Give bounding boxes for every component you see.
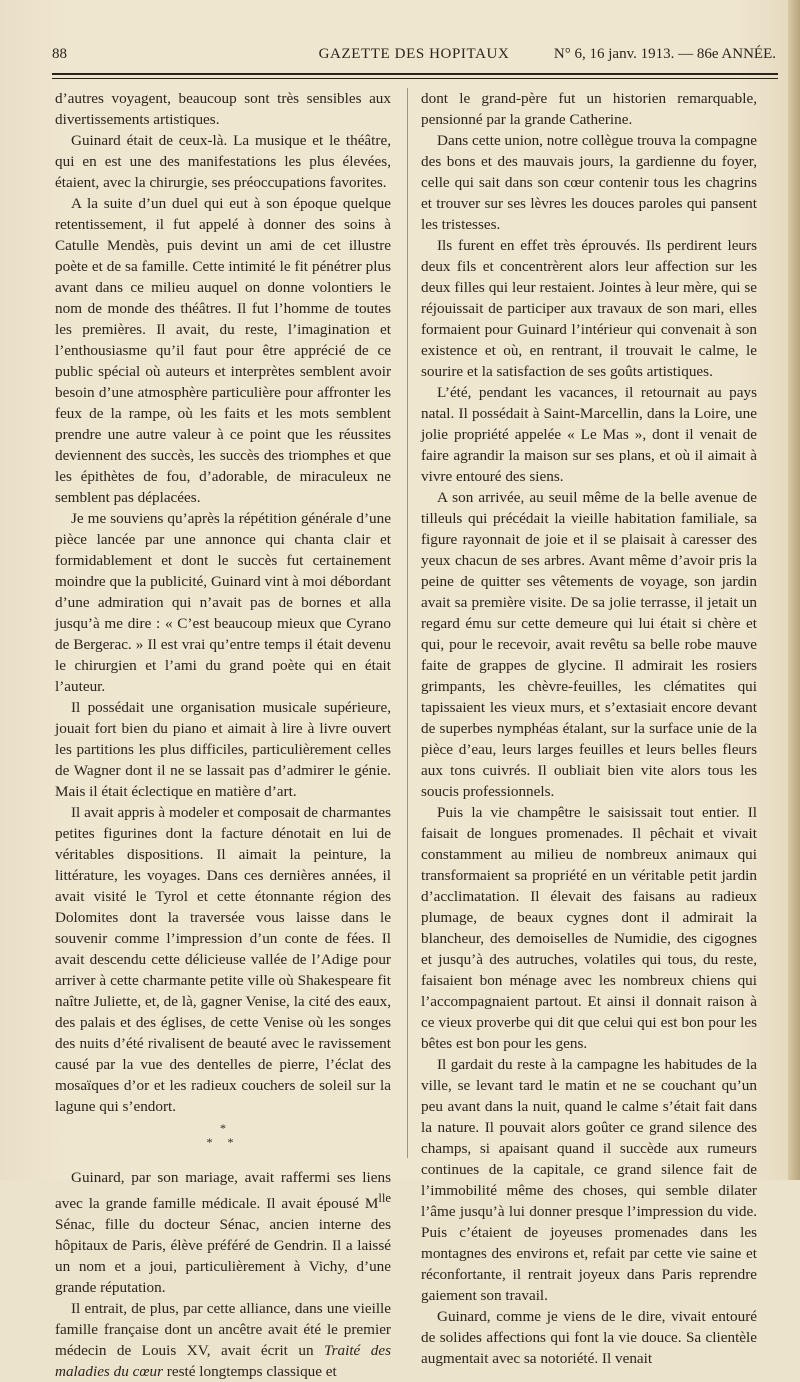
text-run: Sénac, fille du docteur Sénac, ancien interne des hôpitaux de Paris, élève préféré de Gendrin. Il a laissé un nom et a joui, particulièrement à Vichy, d’une grande réputation. [55,1216,391,1297]
left-column [55,88,391,1382]
paragraph: Dans cette union, notre collègue trouva la compagne des bons et des mauvais jours, la gardienne du foyer, celle qui sait dans son cœur contenir tous les chagrins et trouver sur ses lèvres les douces paroles qui pansent les tristesses. [421,132,757,233]
paragraph [55,1298,391,1382]
right-column [421,88,757,1369]
section-separator [55,1121,391,1161]
paragraph: dont le grand-père fut un historien remarquable, pensionné par la grande Catherine. [421,90,757,128]
header-rule-thin [52,78,778,79]
paragraph: Guinard était de ceux-là. La musique et le théâtre, qui en est une des manifestations les plus élevées, étaient, avec la chirurgie, ses préoccupations favorites. [55,132,391,191]
separator-stars: * * [206,1135,240,1149]
text-run: Guinard, par son mariage, avait raffermi ses liens avec la grande famille médicale. Il avait épousé M [55,1169,391,1213]
superscript: lle [378,1191,391,1205]
page-number: 88 [52,46,67,62]
column-divider [407,88,408,1158]
book-title: Traité des maladies du cœur [55,1342,391,1381]
paragraph: A la suite d’un duel qui eut à son époque quelque retentissement, il fut appelé à donner des soins à Catulle Mendès, puis devint un ami de cet illustre poète et de sa famille. Cette intimité le fit pénétrer plus avant dans ce milieu auquel on donne volontiers le nom de monde des théâtres. Il fut l’homme de toutes les premières. Il avait, du reste, l’imagination et l’enthousiasme qu’il faut pour être apprécié de ce public spécial où auteurs et interprètes semblent avoir besoin d’une atmosphère particulière pour affronter les feux de la rampe, où les faits et les mots semblent prendre une autre valeur à ce point que les réussites deviennent des succès, les succès des triomphes et que les épithètes de fou, d’adorable, de miraculeux ne semblent pas déplacées. [55,195,391,506]
paragraph: Ils furent en effet très éprouvés. Ils perdirent leurs deux fils et concentrèrent alors leur affection sur les deux filles qui leur restaient. Jointes à leur mère, qui se réjouissait de participer aux travaux de son mari, elles formaient pour Guinard l’intérieur qui convenait à son existence et où, en rentrant, il trouvait le calme, le sourire et la satisfaction de ses goûts artistiques. [421,237,757,380]
text-run: Il entrait, de plus, par cette alliance, dans une vieille famille française dont un ancêtre avait été le premier médecin de Louis XV, avait écrit un [55,1300,391,1360]
header-rule-thick [52,73,778,75]
paragraph: Je me souviens qu’après la répétition générale d’une pièce lancée par une annonce qui chanta clair et formidablement et dont le succès fut certainement moindre que la publicité, Guinard vint à moi débordant d’une admiration qui n’avait pas de bornes et alla jusqu’à me dire : « C’est beaucoup mieux que Cyrano de Bergerac. » Il est vrai qu’entre temps il était devenu le chirurgien et l’ami du grand poète qui en était l’auteur. [55,510,391,695]
paragraph: Puis la vie champêtre le saisissait tout entier. Il faisait de longues promenades. Il pêchait et vivait constamment au milieu de nombreux animaux qui transformaient sa propriété en un véritable petit jardin d’acclimatation. Il élevait des faisans au radieux plumage, de beaux cygnes dont il admirait la blancheur, des demoiselles de Numidie, des cigognes et jusqu’à des autruches, volatiles qui tous, du reste, faisaient bon ménage avec les nombreux chiens qui l’accompagnaient partout. Et ainsi il donnait raison à ce vieux proverbe qui dit que celui qui est bon pour les bêtes est bon pour les gens. [421,804,757,1052]
paragraph [55,1167,391,1298]
separator-star: * [220,1121,226,1135]
paragraph: L’été, pendant les vacances, il retournait au pays natal. Il possédait à Saint-Marcellin, dans la Loire, une jolie propriété appelée « Le Mas », dont il venait de faire agrandir la maison sur ses plans, et où il aimait à vivre entouré des siens. [421,384,757,485]
paragraph: d’autres voyagent, beaucoup sont très sensibles aux divertissements artistiques. [55,90,391,128]
running-header [52,46,776,68]
issue-date: N° 6, 16 janv. 1913. — 86e ANNÉE. [553,46,776,62]
text-run: resté longtemps classique et [163,1363,337,1381]
paragraph: A son arrivée, au seuil même de la belle avenue de tilleuls qui précédait la vieille habitation familiale, sa figure rayonnait de joie et il se plaisait à caresser des yeux chacun de ses arbres. Avant même d’avoir pris la peine de quitter ses vêtements de voyage, son jardin avait sa première visite. De sa jolie terrasse, il jetait un regard ému sur cette demeure qui lui était si chère et qui, pour le recevoir, avait revêtu sa belle robe mauve faite de grappes de glycine. Il admirait les rosiers grimpants, les chèvre-feuilles, les clématites qui tapissaient les vieux murs, et s’extasiait encore devant de superbes nymphéas étalant, sur la surface unie de la pièce d’eau, leurs larges feuilles et leurs belles fleurs aux tons cuivrés. Il oubliait bien vite alors tous les soucis professionnels. [421,489,757,800]
paragraph: Guinard, comme je viens de le dire, vivait entouré de solides affections qui font la vie douce. Sa clientèle augmentait avec sa notoriété. Il venait [421,1308,757,1367]
journal-title: GAZETTE DES HOPITAUX [318,46,510,62]
paragraph: Il possédait une organisation musicale supérieure, jouait fort bien du piano et aimait à lire à livre ouvert les partitions les plus difficiles, particulièrement celles de Wagner dont il ne se lassait pas d’admirer le génie. Mais il était éclectique en matière d’art. [55,699,391,800]
page-edge [788,0,800,1180]
paragraph: Il avait appris à modeler et composait de charmantes petites figurines dont la facture dénotait en lui de véritables dispositions. Il aimait la peinture, la littérature, les voyages. Dans ces dernières années, il avait visité le Tyrol et cette étonnante région des Dolomites dont la traversée vous laisse dans le souvenir comme l’impression d’un conte de fées. Il avait descendu cette délicieuse vallée de l’Adige pour arriver à cette charmante petite ville où Shakespeare fit naître Juliette, et, de là, gagner Venise, la cité des eaux, des palais et des églises, de cette Venise où les songes des nuits d’été rivalisent de beauté avec le ravissement causé par la vue des dentelles de pierre, l’éclat des mosaïques d’or et les radieux couchers de soleil sur la lagune qui s’endort. [55,804,391,1115]
paragraph: Il gardait du reste à la campagne les habitudes de la ville, se levant tard le matin et ne se couchant qu’un peu avant dans la nuit, quand le calme s’était fait dans la nature. Il pouvait alors goûter ce grand silence des champs, si apaisant quand il succède aux rumeurs continues de la capitale, ce grand silence fait de l’immobilité même des choses, qui semble dilater l’âme jusqu’à lui donner presque l’impression du vide. Puis c’étaient de joyeuses promenades dans les montagnes des environs et, refait par cette vie saine et réconfortante, il rentrait joyeux dans Paris reprendre gaiement son travail. [421,1056,757,1304]
